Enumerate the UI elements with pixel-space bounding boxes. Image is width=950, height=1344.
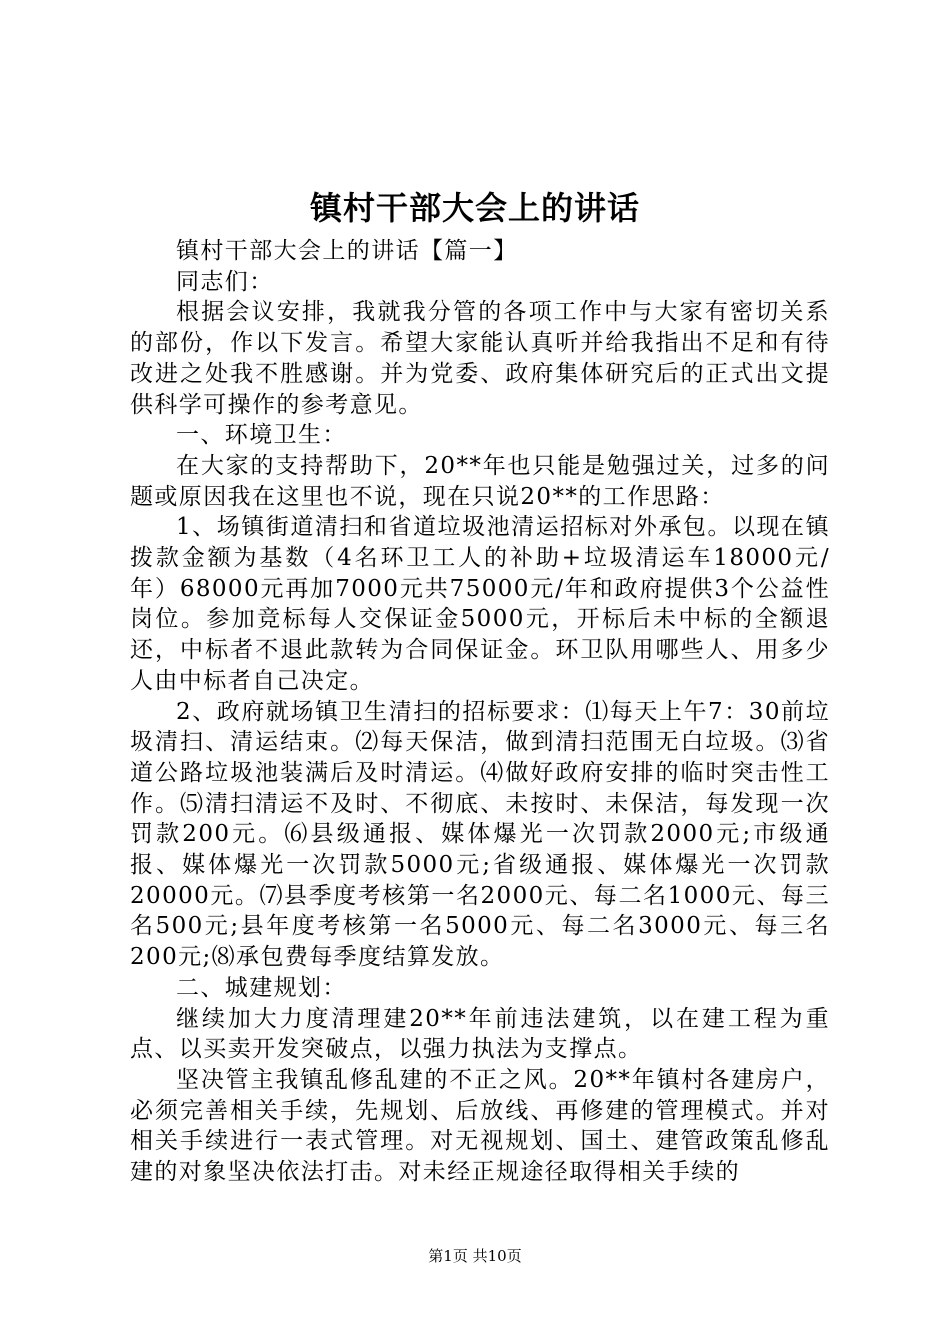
paragraph: 在大家的支持帮助下，20**年也只能是勉强过关，过多的问题或原因我在这里也不说，现在只说20**的工作思路： (130, 452, 830, 510)
page-footer: 第1页 共10页 (428, 1247, 522, 1265)
paragraph: 同志们： (176, 268, 274, 295)
document-body (130, 236, 830, 1188)
document-title: 镇村干部大会上的讲话 (309, 189, 640, 227)
paragraph: 根据会议安排，我就我分管的各项工作中与大家有密切关系的部份，作以下发言。希望大家能认真听并给我指出不足和有待改进之处我不胜感谢。并为党委、政府集体研究后的正式出文提供科学可操作的参考意见。 (130, 299, 830, 418)
paragraph: 二、城建规划： (176, 974, 347, 1001)
paragraph: 继续加大力度清理建20**年前违法建筑，以在建工程为重点、以买卖开发突破点，以强力执法为支撑点。 (130, 1005, 830, 1063)
paragraph: 一、环境卫生： (176, 422, 347, 449)
paragraph: 1、场镇街道清扫和省道垃圾池清运招标对外承包。以现在镇拨款金额为基数（4名环卫工人的补助+垃圾清运车18000元/年）68000元再加7000元共75000元/年和政府提供3个公益性岗位。参加竞标每人交保证金5000元，开标后未中标的全额退还，中标者不退此款转为合同保证金。环卫队用哪些人、用多少人由中标者自己决定。 (130, 514, 830, 694)
paragraph: 镇村干部大会上的讲话【篇一】 (176, 238, 518, 264)
paragraph: 坚决管主我镇乱修乱建的不正之风。20**年镇村各建房户，必须完善相关手续，先规划、后放线、再修建的管理模式。并对相关手续进行一表式管理。对无视规划、国土、建管政策乱修乱建的对象坚决依法打击。对未经正规途径取得相关手续的 (130, 1066, 830, 1186)
paragraph: 2、政府就场镇卫生清扫的招标要求：⑴每天上午7：30前垃圾清扫、清运结束。⑵每天保洁，做到清扫范围无白垃圾。⑶省道公路垃圾池装满后及时清运。⑷做好政府安排的临时突击性工作。⑸清扫清运不及时、不彻底、未按时、未保洁，每发现一次罚款200元。⑹县级通报、媒体爆光一次罚款2000元;市级通报、媒体爆光一次罚款5000元;省级通报、媒体爆光一次罚款20000元。⑺县季度考核第一名2000元、每二名1000元、每三名500元;县年度考核第一名5000元、每二名3000元、每三名200元;⑻承包费每季度结算发放。 (130, 698, 830, 971)
